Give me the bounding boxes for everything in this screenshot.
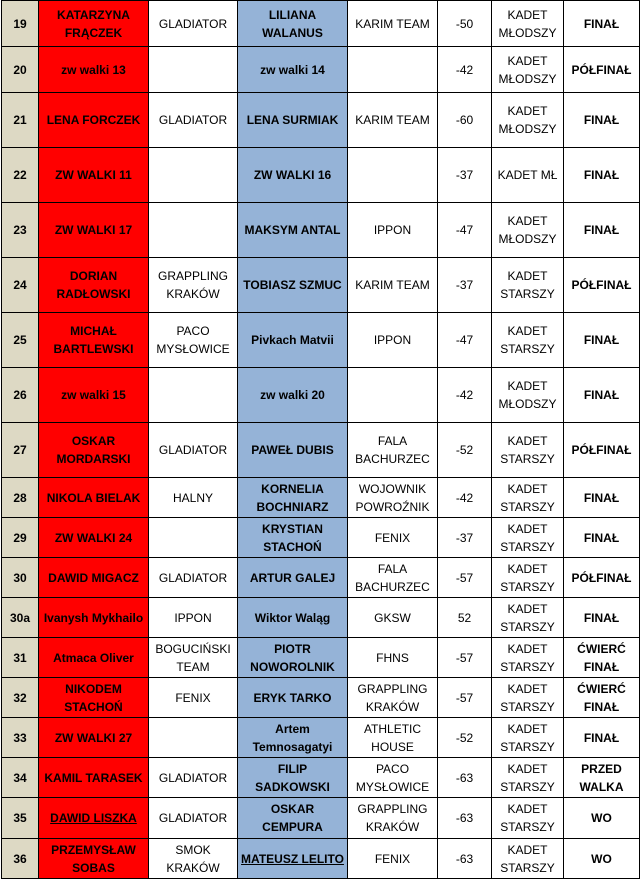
red-fighter: NIKOLA BIELAK: [39, 478, 149, 518]
fight-number: 23: [2, 203, 39, 258]
age-category: KADET STARSZY: [492, 638, 564, 678]
blue-fighter: zw walki 20: [238, 368, 348, 423]
table-row: [2, 839, 640, 879]
fight-stage: FINAŁ: [564, 718, 640, 758]
table-row: [2, 423, 640, 478]
fight-number: 32: [2, 678, 39, 718]
table-row: [2, 638, 640, 678]
blue-fighter: LENA SURMIAK: [238, 93, 348, 148]
age-category: KADET MŁODSZY: [492, 1, 564, 47]
red-club: [149, 148, 238, 203]
blue-fighter: PIOTR NOWOROLNIK: [238, 638, 348, 678]
blue-club: [348, 368, 438, 423]
red-fighter: ZW WALKI 11: [39, 148, 149, 203]
age-category: KADET STARSZY: [492, 518, 564, 558]
blue-fighter: zw walki 14: [238, 47, 348, 93]
table-row: [2, 93, 640, 148]
red-club: [149, 718, 238, 758]
fight-number: 25: [2, 313, 39, 368]
age-category: KADET MŁODSZY: [492, 368, 564, 423]
red-fighter: OSKAR MORDARSKI: [39, 423, 149, 478]
table-row: [2, 368, 640, 423]
fight-stage: FINAŁ: [564, 1, 640, 47]
red-fighter: DORIAN RADŁOWSKI: [39, 258, 149, 313]
red-club: [149, 47, 238, 93]
blue-club: FHNS: [348, 638, 438, 678]
fight-schedule-table: [1, 0, 640, 879]
blue-club: GRAPPLING KRAKÓW: [348, 798, 438, 839]
blue-club: ATHLETIC HOUSE: [348, 718, 438, 758]
blue-club: GKSW: [348, 598, 438, 638]
age-category: KADET STARSZY: [492, 678, 564, 718]
red-club: GLADIATOR: [149, 423, 238, 478]
blue-fighter: OSKAR CEMPURA: [238, 798, 348, 839]
weight-class: -47: [438, 313, 492, 368]
fight-number: 33: [2, 718, 39, 758]
fight-number: 26: [2, 368, 39, 423]
fight-stage: PRZED WALKA: [564, 758, 640, 798]
fight-number: 35: [2, 798, 39, 839]
red-club: FENIX: [149, 678, 238, 718]
fight-stage: FINAŁ: [564, 518, 640, 558]
fight-stage: FINAŁ: [564, 478, 640, 518]
red-fighter: KATARZYNA FRĄCZEK: [39, 1, 149, 47]
red-club: IPPON: [149, 598, 238, 638]
table-row: [2, 798, 640, 839]
red-fighter: DAWID MIGACZ: [39, 558, 149, 598]
fight-stage: FINAŁ: [564, 313, 640, 368]
weight-class: -42: [438, 47, 492, 93]
red-fighter: zw walki 15: [39, 368, 149, 423]
fight-number: 30: [2, 558, 39, 598]
red-club: BOGUCIŃSKI TEAM: [149, 638, 238, 678]
age-category: KADET MŁODSZY: [492, 203, 564, 258]
table-row: [2, 148, 640, 203]
blue-fighter: KORNELIA BOCHNIARZ: [238, 478, 348, 518]
weight-class: -47: [438, 203, 492, 258]
red-fighter: [39, 798, 149, 839]
weight-class: -57: [438, 638, 492, 678]
red-fighter: ZW WALKI 17: [39, 203, 149, 258]
blue-fighter: LILIANA WALANUS: [238, 1, 348, 47]
age-category: KADET MŁODSZY: [492, 93, 564, 148]
weight-class: -42: [438, 478, 492, 518]
age-category: KADET STARSZY: [492, 598, 564, 638]
table-row: [2, 313, 640, 368]
weight-class: -63: [438, 839, 492, 879]
fight-stage: FINAŁ: [564, 93, 640, 148]
weight-class: -57: [438, 678, 492, 718]
fight-stage: PÓŁFINAŁ: [564, 47, 640, 93]
fight-rows: [2, 1, 640, 879]
table-row: [2, 203, 640, 258]
red-club: [149, 518, 238, 558]
fight-stage: FINAŁ: [564, 598, 640, 638]
age-category: KADET STARSZY: [492, 839, 564, 879]
red-club: GLADIATOR: [149, 758, 238, 798]
red-club: GLADIATOR: [149, 798, 238, 839]
blue-club: [348, 148, 438, 203]
blue-club: WOJOWNIK POWROŹNIK: [348, 478, 438, 518]
fight-number: 36: [2, 839, 39, 879]
table-row: [2, 258, 640, 313]
weight-class: -63: [438, 798, 492, 839]
fight-stage: WO: [564, 839, 640, 879]
fight-number: 21: [2, 93, 39, 148]
blue-fighter: Artem Temnosagatyi: [238, 718, 348, 758]
weight-class: -52: [438, 423, 492, 478]
blue-fighter: ZW WALKI 16: [238, 148, 348, 203]
table-row: [2, 678, 640, 718]
weight-class: -52: [438, 718, 492, 758]
age-category: KADET STARSZY: [492, 798, 564, 839]
red-fighter: Atmaca Oliver: [39, 638, 149, 678]
table-row: [2, 518, 640, 558]
blue-club: PACO MYSŁOWICE: [348, 758, 438, 798]
fight-stage: PÓŁFINAŁ: [564, 558, 640, 598]
blue-fighter: MAKSYM ANTAL: [238, 203, 348, 258]
blue-fighter: ERYK TARKO: [238, 678, 348, 718]
blue-club: FENIX: [348, 839, 438, 879]
table-row: [2, 1, 640, 47]
red-club: [149, 368, 238, 423]
blue-club: IPPON: [348, 313, 438, 368]
fight-number: 20: [2, 47, 39, 93]
red-fighter: NIKODEM STACHOŃ: [39, 678, 149, 718]
blue-fighter: Pivkach Matvii: [238, 313, 348, 368]
fight-stage: WO: [564, 798, 640, 839]
age-category: KADET STARSZY: [492, 258, 564, 313]
weight-class: -37: [438, 258, 492, 313]
weight-class: -57: [438, 558, 492, 598]
fight-number: 22: [2, 148, 39, 203]
fight-number: 31: [2, 638, 39, 678]
red-club: PACO MYSŁOWICE: [149, 313, 238, 368]
blue-club: [348, 47, 438, 93]
red-fighter: MICHAŁ BARTLEWSKI: [39, 313, 149, 368]
blue-fighter: KRYSTIAN STACHOŃ: [238, 518, 348, 558]
table-row: [2, 47, 640, 93]
blue-club: FALA BACHURZEC: [348, 423, 438, 478]
fight-stage: PÓŁFINAŁ: [564, 423, 640, 478]
table-row: [2, 718, 640, 758]
blue-fighter-text: MATEUSZ LELITO: [241, 851, 344, 866]
blue-fighter: Wiktor Waląg: [238, 598, 348, 638]
blue-club: IPPON: [348, 203, 438, 258]
weight-class: -42: [438, 368, 492, 423]
table-row: [2, 558, 640, 598]
weight-class: -37: [438, 518, 492, 558]
weight-class: -60: [438, 93, 492, 148]
age-category: KADET STARSZY: [492, 718, 564, 758]
red-fighter: LENA FORCZEK: [39, 93, 149, 148]
red-club: GLADIATOR: [149, 93, 238, 148]
blue-fighter: FILIP SADKOWSKI: [238, 758, 348, 798]
fight-number: 29: [2, 518, 39, 558]
fight-number: 24: [2, 258, 39, 313]
fight-stage: PÓŁFINAŁ: [564, 258, 640, 313]
red-fighter-text: DAWID LISZKA: [50, 811, 137, 825]
red-club: HALNY: [149, 478, 238, 518]
red-fighter: zw walki 13: [39, 47, 149, 93]
red-club: GLADIATOR: [149, 558, 238, 598]
red-club: GLADIATOR: [149, 1, 238, 47]
blue-fighter: TOBIASZ SZMUC: [238, 258, 348, 313]
fight-number: 28: [2, 478, 39, 518]
blue-club: GRAPPLING KRAKÓW: [348, 678, 438, 718]
fight-stage: FINAŁ: [564, 368, 640, 423]
age-category: KADET STARSZY: [492, 478, 564, 518]
fight-stage: FINAŁ: [564, 148, 640, 203]
weight-class: -63: [438, 758, 492, 798]
weight-class: -37: [438, 148, 492, 203]
table-row: [2, 758, 640, 798]
age-category: KADET MŁODSZY: [492, 47, 564, 93]
red-fighter: ZW WALKI 24: [39, 518, 149, 558]
fight-number: 34: [2, 758, 39, 798]
blue-club: KARIM TEAM: [348, 1, 438, 47]
age-category: KADET STARSZY: [492, 313, 564, 368]
blue-club: KARIM TEAM: [348, 258, 438, 313]
fight-number: 19: [2, 1, 39, 47]
age-category: KADET STARSZY: [492, 423, 564, 478]
red-fighter: PRZEMYSŁAW SOBAS: [39, 839, 149, 879]
table-row: [2, 598, 640, 638]
red-fighter: ZW WALKI 27: [39, 718, 149, 758]
age-category: KADET STARSZY: [492, 758, 564, 798]
blue-fighter: PAWEŁ DUBIS: [238, 423, 348, 478]
weight-class: 52: [438, 598, 492, 638]
fight-number: 27: [2, 423, 39, 478]
red-club: SMOK KRAKÓW: [149, 839, 238, 879]
weight-class: -50: [438, 1, 492, 47]
age-category: KADET STARSZY: [492, 558, 564, 598]
blue-fighter: [238, 839, 348, 879]
blue-club: KARIM TEAM: [348, 93, 438, 148]
fight-stage: ĆWIERĆ FINAŁ: [564, 638, 640, 678]
table-row: [2, 478, 640, 518]
fight-stage: FINAŁ: [564, 203, 640, 258]
fight-stage: ĆWIERĆ FINAŁ: [564, 678, 640, 718]
red-fighter: KAMIL TARASEK: [39, 758, 149, 798]
red-club: GRAPPLING KRAKÓW: [149, 258, 238, 313]
blue-club: FALA BACHURZEC: [348, 558, 438, 598]
blue-fighter: ARTUR GALEJ: [238, 558, 348, 598]
red-club: [149, 203, 238, 258]
red-fighter: Ivanysh Mykhailo: [39, 598, 149, 638]
age-category: KADET MŁ: [492, 148, 564, 203]
blue-club: FENIX: [348, 518, 438, 558]
fight-number: 30a: [2, 598, 39, 638]
